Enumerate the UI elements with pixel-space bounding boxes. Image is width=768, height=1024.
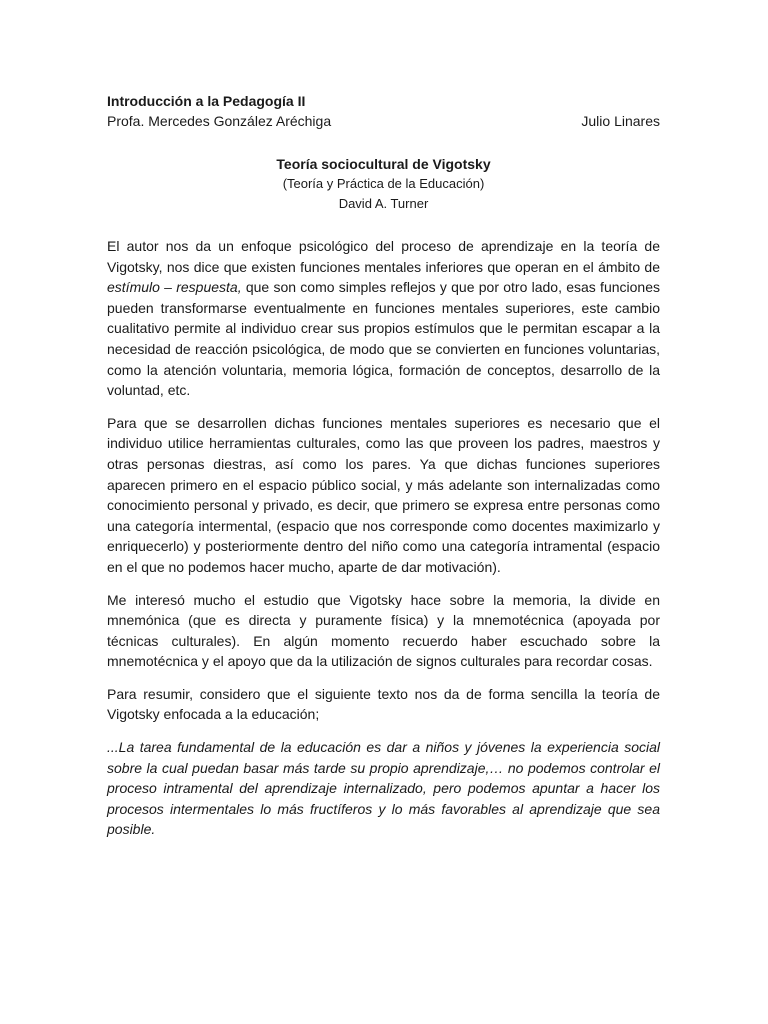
course-title: Introducción a la Pedagogía II bbox=[107, 93, 306, 109]
document-title: Teoría sociocultural de Vigotsky bbox=[276, 156, 491, 172]
document-body bbox=[107, 236, 660, 840]
paragraph-2: Para que se desarrollen dichas funciones mentales superiores es necesario que el individuo utilice herramientas culturales, como las que proveen los padres, maestros y otras personas diestras, así como los pares. Ya que dichas funciones superiores aparecen primero en el espacio público social, y más adelante son internalizadas como conocimiento personal y privado, es decir, que primero se expresa entre personas como una categoría intermental, (espacio que nos corresponde como docentes maximizarlo y enriquecerlo) y posteriormente dentro del niño como una categoría intramental (espacio en el que no podemos hacer mucho, aparte de dar motivación). bbox=[107, 414, 660, 575]
quote-paragraph bbox=[107, 737, 660, 840]
student-name: Julio Linares bbox=[581, 113, 660, 129]
source-author: David A. Turner bbox=[338, 196, 429, 211]
document-subtitle: (Teoría y Práctica de la Educación) bbox=[282, 176, 485, 191]
author-line bbox=[107, 111, 660, 131]
quote-text: La tarea fundamental de la educación es dar a niños y jóvenes la experiencia social sobre la cual puedan basar más tarde su propio aprendizaje,… no podemos controlar el proceso intramental del aprendizaje internalizado, pero podemos apuntar a hacer los procesos intermentales lo más fructíferos y lo más favorables al aprendizaje que sea posible. bbox=[107, 739, 660, 838]
paragraph-1-emphasis: estímulo – respuesta, bbox=[107, 279, 242, 296]
paragraph-1 bbox=[107, 236, 660, 401]
title-block bbox=[107, 154, 660, 214]
paragraph-1-text-a: El autor nos da un enfoque psicológico del proceso de aprendizaje en la teoría de Vigotsky, nos dice que existen funciones mentales inferiores que operan en el ámbito de bbox=[107, 238, 660, 275]
paragraph-4: Para resumir, considero que el siguiente texto nos da de forma sencilla la teoría de Vigotsky enfocada a la educación; bbox=[107, 685, 660, 723]
paragraph-3: Me interesó mucho el estudio que Vigotsky hace sobre la memoria, la divide en mnemónica (que es directa y puramente física) y la mnemotécnica (apoyada por técnicas culturales). En algún momento recuerdo haber escuchado sobre la mnemotécnica y el apoyo que da la utilización de signos culturales para recordar cosas. bbox=[107, 591, 660, 670]
professor-name: Profa. Mercedes González Aréchiga bbox=[107, 113, 332, 129]
quote-prefix: ... bbox=[107, 739, 119, 756]
paragraph-1-text-b: que son como simples reflejos y que por otro lado, esas funciones pueden transformarse eventualmente en funciones mentales superiores, este cambio cualitativo permite al individuo crear sus propios estímulos que le permitan escapar a la necesidad de reacción psicológica, de modo que se convierten en funciones voluntarias, como la atención voluntaria, memoria lógica, formación de conceptos, desarrollo de la voluntad, etc. bbox=[107, 279, 660, 399]
document-page bbox=[107, 91, 660, 852]
